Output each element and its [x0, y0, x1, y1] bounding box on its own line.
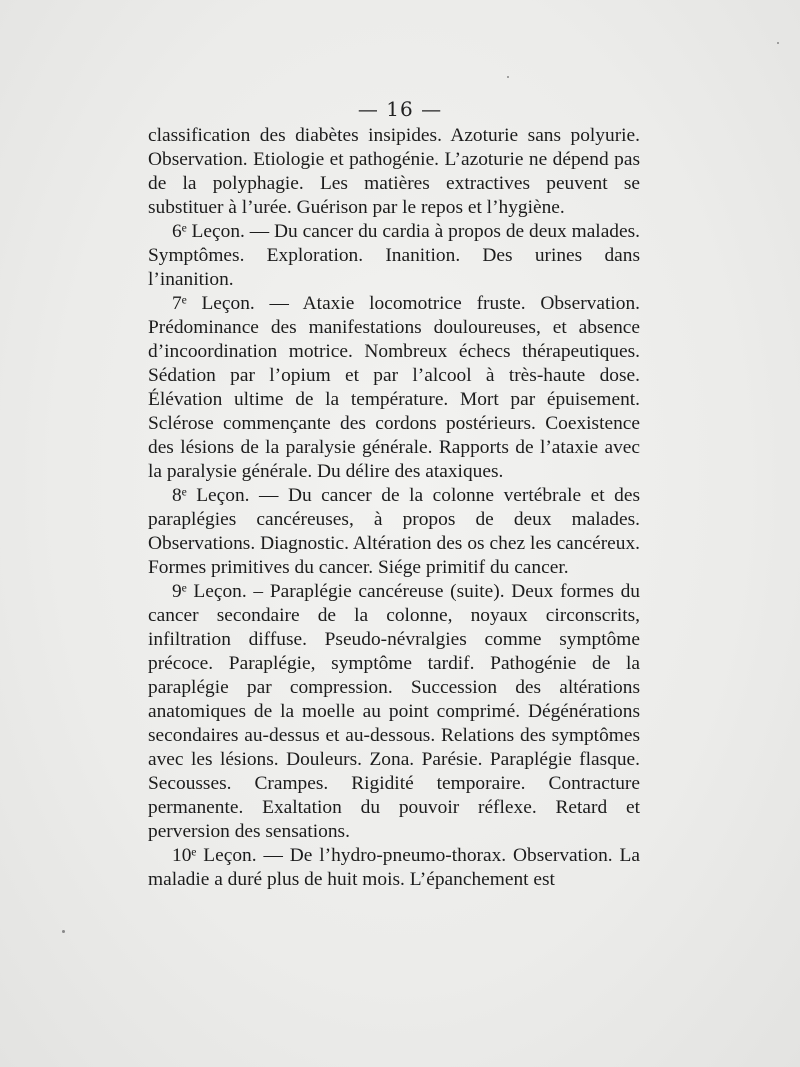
paragraph-lesson-10: 10ᵉ Leçon. — De l’hydro-pneumo-thorax. Observation. La maladie a duré plus de huit mois. L’épanchement est	[148, 845, 640, 890]
paragraph-lesson-7: 7ᵉ Leçon. — Ataxie locomotrice fruste. Observation. Prédominance des manifestations douloureuses, et absence d’incoordination motrice. Nombreux échecs thérapeutiques. Sédation par l’opium et par l’alcool à très-haute dose. Élévation ultime de la température. Mort par épuisement. Sclérose commençante des cordons postérieurs. Coexistence des lésions de la paralysie générale. Rapports de l’ataxie avec la paralysie générale. Du délire des ataxiques.	[148, 293, 640, 482]
paragraph-diabetes-continuation: classification des diabètes insipides. Azoturie sans polyurie. Observation. Etiologie et pathogénie. L’azoturie ne dépend pas de la polyphagie. Les matières extractives peuvent se substituer à l’urée. Guérison par le repos et l’hygiène.	[148, 125, 640, 218]
paper-speck	[507, 76, 509, 78]
paragraph-lesson-8: 8ᵉ Leçon. — Du cancer de la colonne vertébrale et des paraplégies cancéreuses, à propos de deux malades. Observations. Diagnostic. Altération des os chez les cancéreux. Formes primitives du cancer. Siége primitif du cancer.	[148, 485, 640, 578]
paragraph-lesson-6: 6ᵉ Leçon. — Du cancer du cardia à propos de deux malades. Symptômes. Exploration. Inanition. Des urines dans l’inanition.	[148, 221, 640, 290]
paper-speck	[777, 42, 779, 44]
page-body-text	[148, 124, 640, 892]
paper-speck	[62, 930, 65, 933]
page-number: — 16 —	[357, 97, 443, 121]
paragraph-lesson-9: 9ᵉ Leçon. – Paraplégie cancéreuse (suite). Deux formes du cancer secondaire de la colonne, noyaux circonscrits, infiltration diffuse. Pseudo-névralgies comme symptôme précoce. Paraplégie, symptôme tardif. Pathogénie de la paraplégie par compression. Succession des altérations anatomiques de la moelle au point comprimé. Dégénérations secondaires au-dessus et au-dessous. Relations des symptômes avec les lésions. Douleurs. Zona. Parésie. Paraplégie flasque. Secousses. Crampes. Rigidité temporaire. Contracture permanente. Exaltation du pouvoir réflexe. Retard et perversion des sensations.	[148, 581, 640, 842]
